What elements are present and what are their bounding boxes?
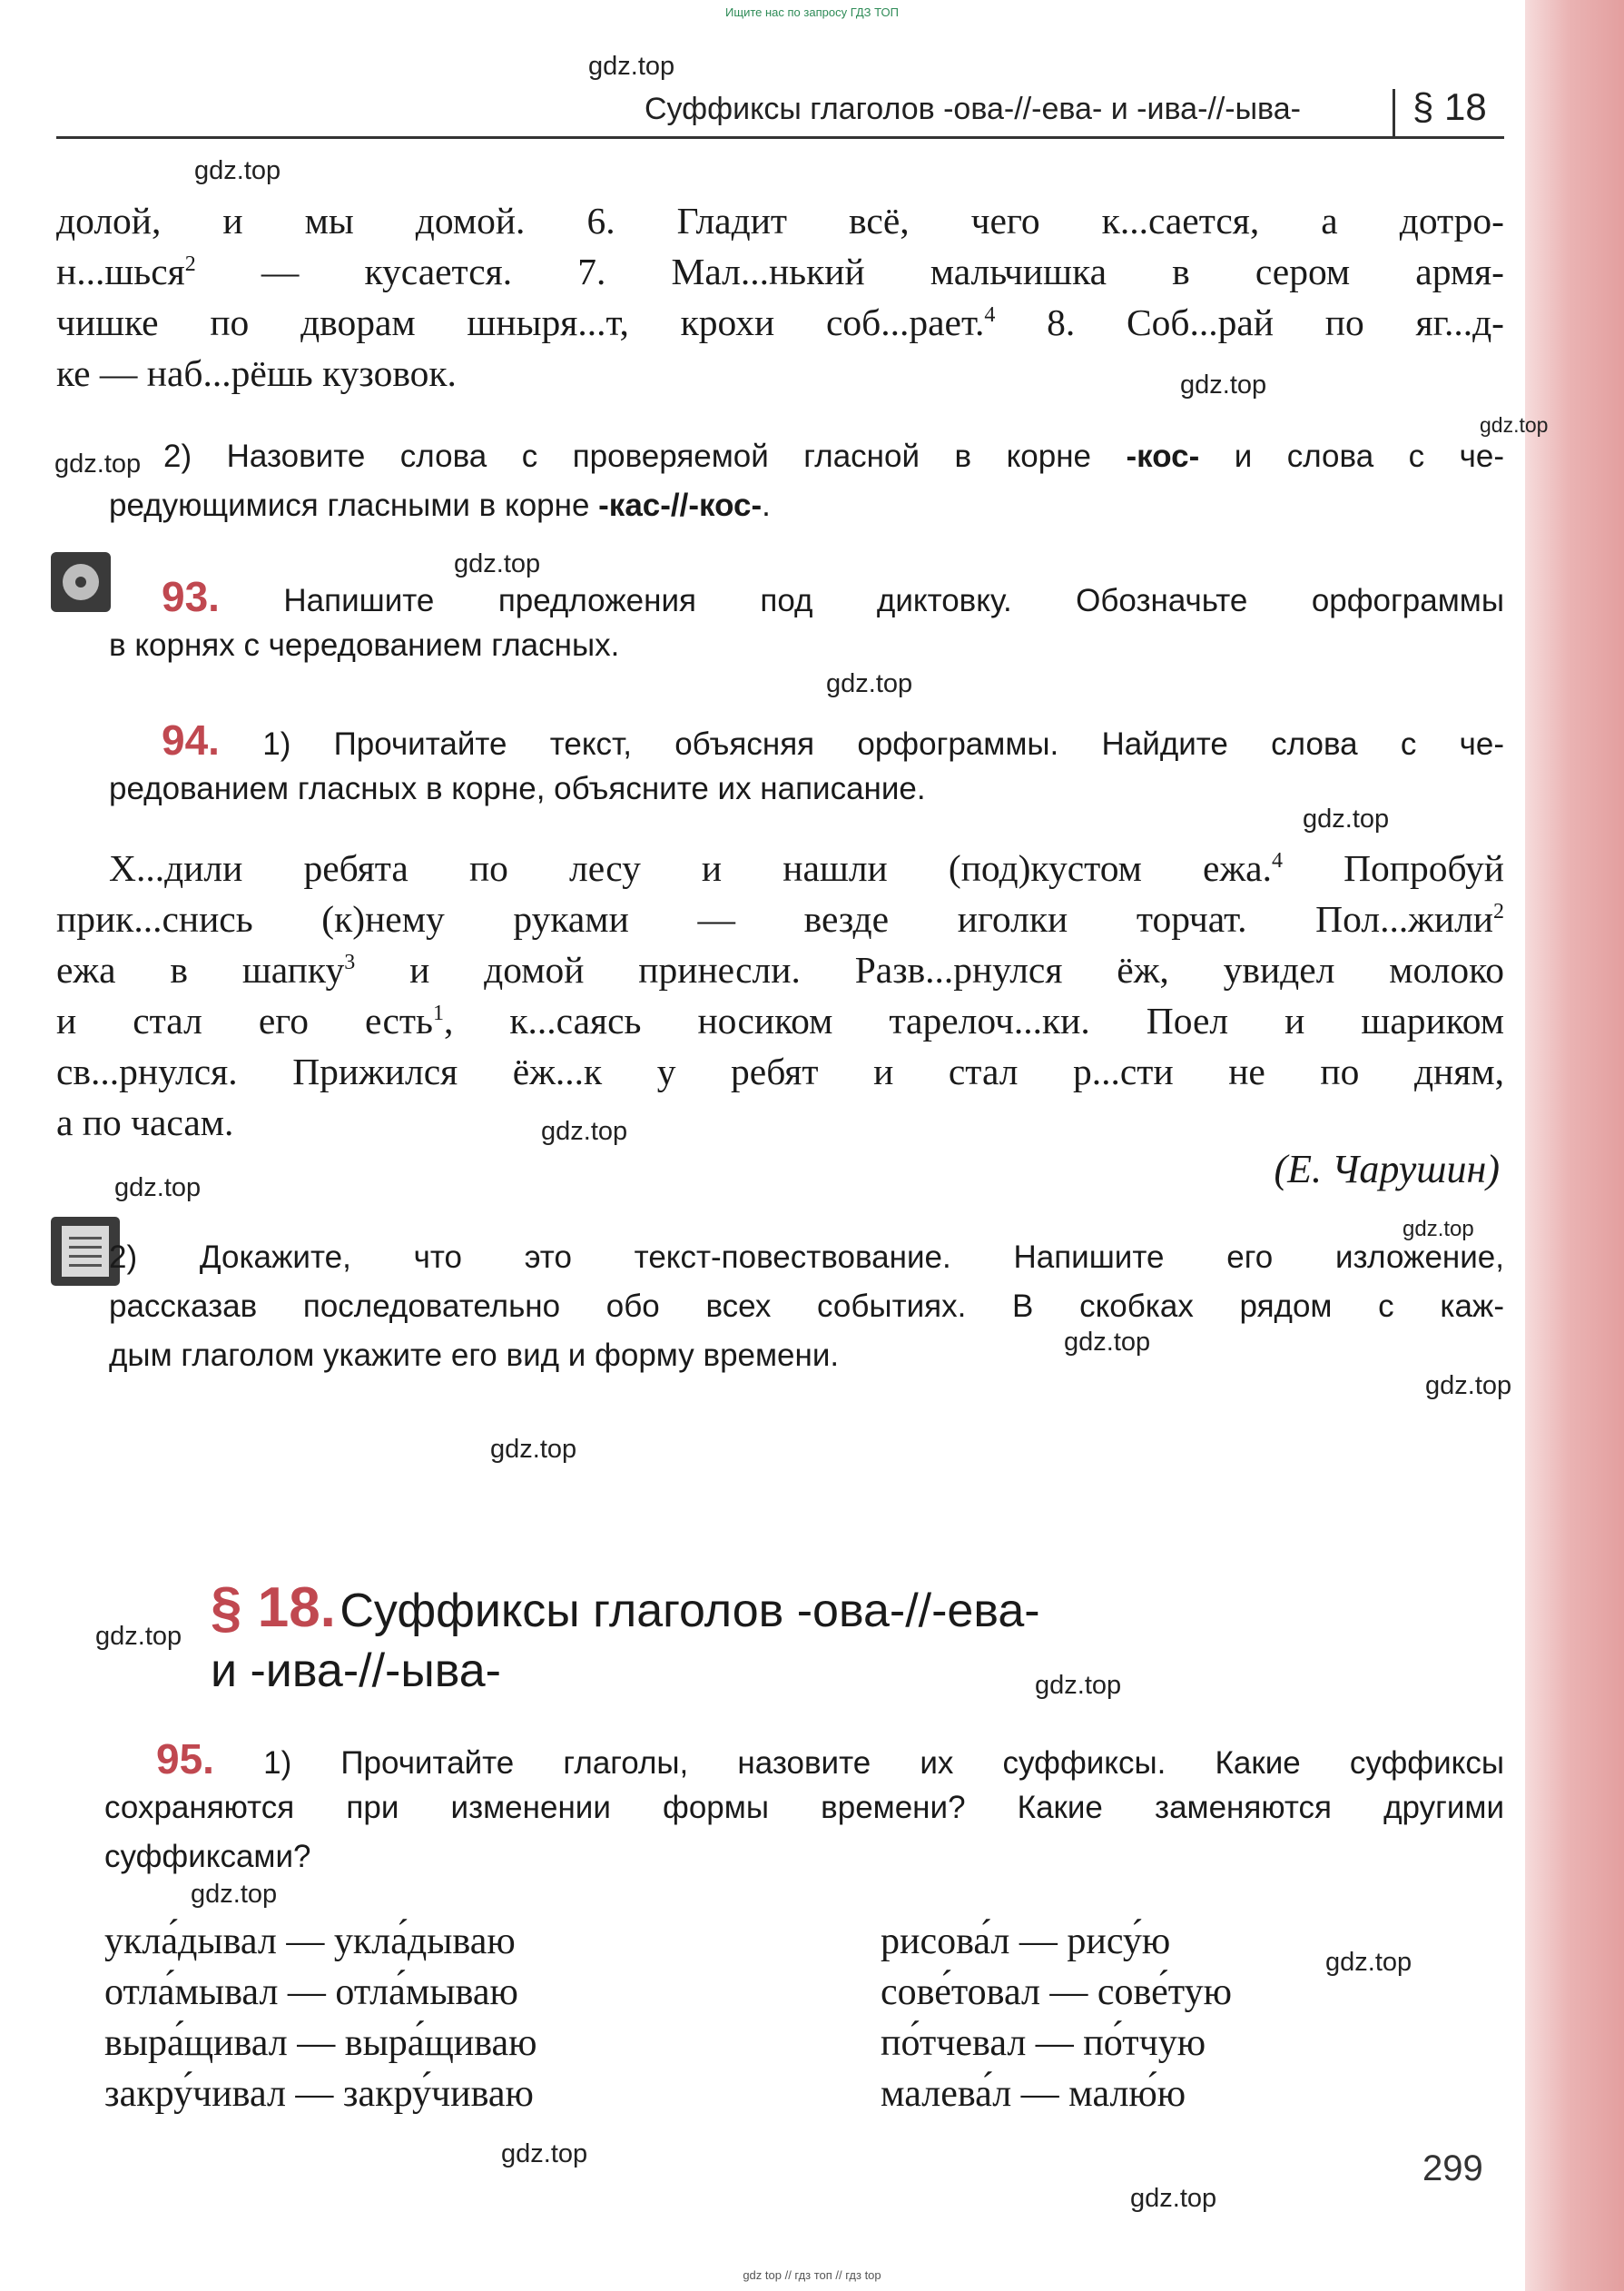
task-line: 2) Назовите слова с проверяемой гласной в корне -кос- и слова с че- (163, 439, 1504, 474)
story-line: а по часам. (56, 1101, 234, 1143)
exercise-95-line: сохраняются при изменении формы времени? Какие заменяются другими (104, 1790, 1504, 1825)
text-line: ке — наб...рёшь кузовок. (56, 352, 457, 394)
verb-pair: закру́чивал — закру́чиваю (104, 2073, 534, 2115)
verb-pair: по́тчевал — по́тчую (881, 2022, 1206, 2064)
text-line: чишке по дворам шныря...т, крохи соб...рает.$^4$ 8. Соб...рай по яг...д- (56, 301, 1505, 343)
exercise-95: 95. 1) Прочитайте глаголы, назовите их суффиксы. Какие суффиксы (156, 1735, 1504, 1782)
text-line: н...шься$^2$ — кусается. 7. Мал...нький мальчишка в сером армя- (56, 251, 1504, 292)
watermark: gdz.top (1325, 1948, 1412, 1977)
story-line: Х...дили ребята по лесу и нашли (под)кустом ежа.$^4$ Попробуй (109, 847, 1504, 889)
task-line: 2) Докажите, что это текст-повествование. Напишите его изложение, (109, 1239, 1504, 1275)
text-line: долой, и мы домой. 6. Гладит всё, чего к...сается, а дотро- (56, 200, 1504, 242)
verb-pair: малева́л — малю́ю (881, 2073, 1186, 2115)
watermark: gdz.top (1035, 1671, 1122, 1700)
watermark: gdz.top (490, 1435, 577, 1464)
section-heading: § 18. Суффиксы глаголов -ова-//-ева- (211, 1576, 1040, 1639)
task-line: редующимися гласными в корне -кас-//-кос-. (109, 488, 771, 523)
running-header: Суффиксы глаголов -ова-//-ева- и -ива-//-ыва- (645, 92, 1301, 126)
watermark: gdz.top (1403, 1217, 1474, 1241)
verb-pair: отла́мывал — отла́мываю (104, 1971, 518, 2013)
story-line: св...рнулся. Прижился ёж...к у ребят и стал р...сти не по дням, (56, 1051, 1504, 1092)
watermark: gdz.top (501, 2139, 588, 2168)
page-number: 299 (1422, 2148, 1483, 2188)
watermark: gdz.top (1180, 370, 1267, 400)
watermark: gdz.top (1303, 805, 1390, 834)
exercise-94-line: редованием гласных в корне, объясните их написание. (109, 771, 926, 806)
verb-pair: укла́дывал — укла́дываю (104, 1921, 516, 1962)
watermark: gdz.top (454, 549, 541, 578)
story-line: и стал его есть$^1$, к...саясь носиком тарелоч...ки. Поел и шариком (56, 1000, 1504, 1042)
bottom-note: gdz top // гдз топ // гдз top (743, 2268, 881, 2282)
watermark: gdz.top (194, 156, 281, 185)
watermark: gdz.top (588, 52, 675, 81)
watermark: gdz.top (54, 449, 142, 479)
verb-pair: рисова́л — рису́ю (881, 1921, 1171, 1962)
exercise-93: 93. Напишите предложения под диктовку. Обозначьте орфограммы (162, 573, 1505, 620)
watermark: gdz.top (1130, 2184, 1217, 2213)
watermark: gdz.top (191, 1880, 278, 1909)
header-section: § 18 (1412, 85, 1487, 128)
story-line: ежа в шапку$^3$ и домой принесли. Разв...рнулся ёж, увидел молоко (56, 949, 1504, 991)
task-line: дым глаголом укажите его вид и форму времени. (109, 1338, 840, 1373)
watermark: gdz.top (826, 669, 913, 698)
story-author: (Е. Чарушин) (1274, 1147, 1500, 1191)
exercise-95-line: суффиксами? (104, 1839, 311, 1874)
disc-icon (51, 552, 111, 612)
page-edge-tint (1525, 0, 1624, 2291)
watermark: gdz.top (95, 1622, 182, 1651)
exercise-93-line: в корнях с чередованием гласных. (109, 627, 620, 663)
header-rule (56, 136, 1504, 139)
task-line: рассказав последовательно обо всех событиях. В скобках рядом с каж- (109, 1289, 1504, 1324)
header-separator (1393, 89, 1395, 136)
exercise-94: 94. 1) Прочитайте текст, объясняя орфограммы. Найдите слова с че- (162, 716, 1504, 764)
watermark: gdz.top (541, 1117, 628, 1146)
top-note: Ищите нас по запросу ГДЗ ТОП (725, 5, 899, 19)
watermark: gdz.top (1480, 413, 1549, 437)
section-heading-line2: и -ива-//-ыва- (211, 1644, 501, 1697)
watermark: gdz.top (114, 1173, 202, 1202)
story-line: прик...снись (к)нему руками — везде иголки торчат. Пол...жили$^2$ (56, 898, 1504, 940)
watermark: gdz.top (1064, 1328, 1151, 1357)
watermark: gdz.top (1425, 1371, 1512, 1400)
verb-pair: сове́товал — сове́тую (881, 1971, 1232, 2013)
verb-pair: выра́щивал — выра́щиваю (104, 2022, 537, 2064)
